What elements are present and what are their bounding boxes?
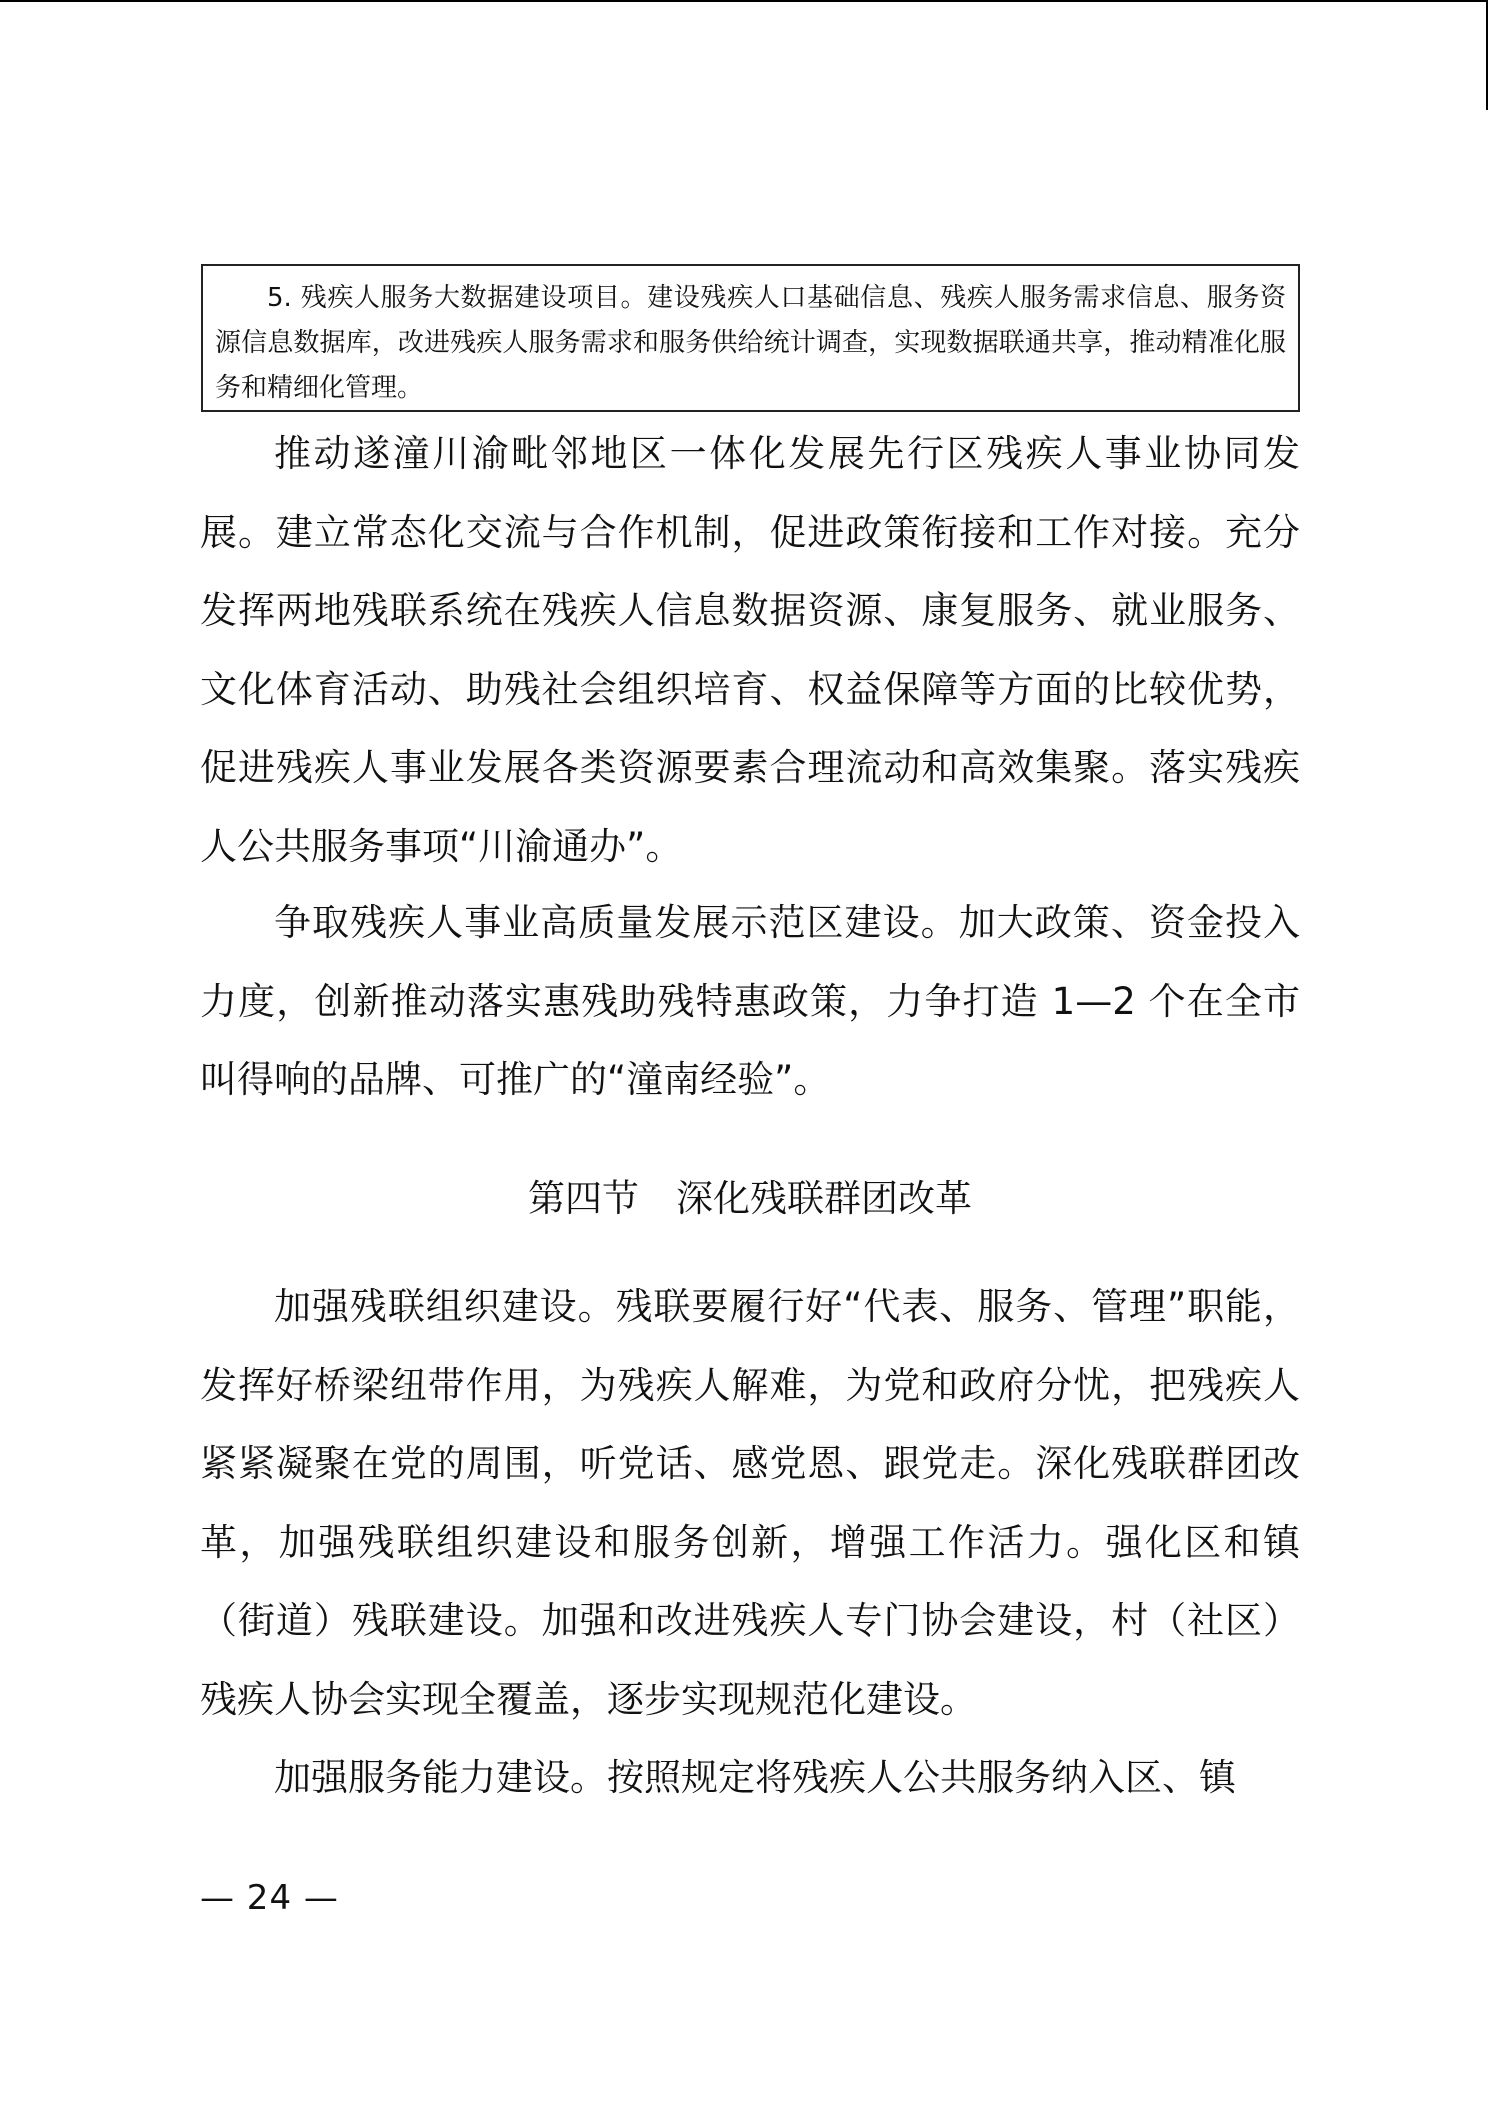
page-number: — 24 — <box>200 1878 339 1918</box>
paragraph-2: 争取残疾人事业高质量发展示范区建设。加大政策、资金投入力度，创新推动落实惠残助残特惠政策，力争打造 1—2 个在全市叫得响的品牌、可推广的“潼南经验”。 <box>200 901 1300 1101</box>
paragraph-block-3 <box>200 1268 1300 1818</box>
paragraph-1: 推动遂潼川渝毗邻地区一体化发展先行区残疾人事业协同发展。建立常态化交流与合作机制，促进政策衔接和工作对接。充分发挥两地残联系统在残疾人信息数据资源、康复服务、就业服务、文化体育活动、助残社会组织培育、权益保障等方面的比较优势，促进残疾人事业发展各类资源要素合理流动和高效集聚。落实残疾人公共服务事项“川渝通办”。 <box>200 432 1300 868</box>
paragraph-block-2 <box>200 884 1300 1120</box>
project-box-text: 5. 残疾人服务大数据建设项目。建设残疾人口基础信息、残疾人服务需求信息、服务资源信息数据库，改进残疾人服务需求和服务供给统计调查，实现数据联通共享，推动精准化服务和精细化管理。 <box>215 283 1286 403</box>
paragraph-3: 加强残联组织建设。残联要履行好“代表、服务、管理”职能，发挥好桥梁纽带作用，为残疾人解难，为党和政府分忧，把残疾人紧紧凝聚在党的周围，听党话、感党恩、跟党走。深化残联群团改革，加强残联组织建设和服务创新，增强工作活力。强化区和镇（街道）残联建设。加强和改进残疾人专门协会建设，村（社区）残疾人协会实现全覆盖，逐步实现规范化建设。 <box>200 1285 1300 1721</box>
paragraph-block-1 <box>200 415 1300 886</box>
project-box <box>201 264 1300 412</box>
paragraph-4: 加强服务能力建设。按照规定将残疾人公共服务纳入区、镇 <box>274 1756 1236 1799</box>
section-heading: 第四节 深化残联群团改革 <box>528 1177 972 1220</box>
top-border-line <box>0 0 1488 2</box>
